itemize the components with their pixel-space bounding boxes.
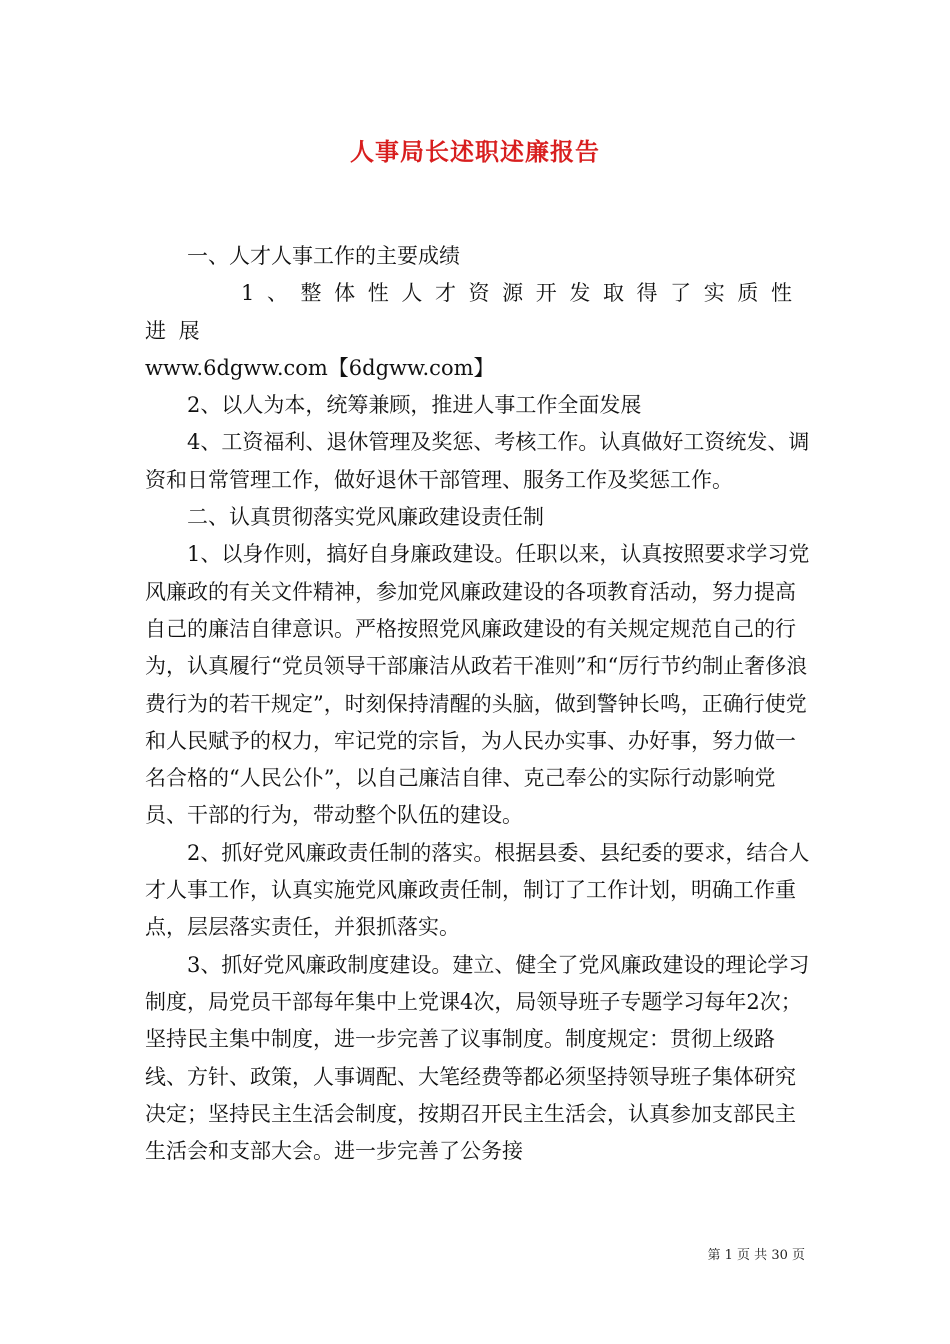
page-footer: 第 1 页 共 30 页: [707, 1248, 805, 1263]
paragraph-section2-item-1: 1、以身作则，搞好自身廉政建设。任职以来，认真按照要求学习党风廉政的有关文件精神，参加党风廉政建设的各项教育活动，努力提高自己的廉洁自律意识。严格按照党风廉政建设的有关规定规范自己的行为，认真履行“党员领导干部廉洁从政若干准则”和“厉行节约制止奢侈浪费行为的若干规定”，时刻保持清醒的头脑，做到警钟长鸣，正确行使党和人民赋予的权力，牢记党的宗旨，为人民办实事、办好事，努力做一名合格的“人民公仆”，以自己廉洁自律、克己奉公的实际行动影响党员、干部的行为，带动整个队伍的建设。: [145, 542, 810, 828]
paragraph-url: www.6dgww.com【6dgww.com】: [145, 355, 495, 380]
section-heading-1: 一、人才人事工作的主要成绩: [187, 244, 460, 268]
section-heading-2: 二、认真贯彻落实党风廉政建设责任制: [187, 505, 544, 530]
paragraph-section2-item-3: 3、抓好党风廉政制度建设。建立、健全了党风廉政建设的理论学习制度，局党员干部每年集中上党课4次，局领导班子专题学习每年2次；坚持民主集中制度，进一步完善了议事制度。制度规定：贯彻上级路线、方针、政策，人事调配、大笔经费等都必须坚持领导班子集体研究决定；坚持民主生活会制度，按期召开民主生活会，认真参加支部民主生活会和支部大会。进一步完善了公务接: [145, 952, 810, 1164]
paragraph-item-1: 1、整体性人才资源开发取得了实质性进展: [145, 281, 805, 343]
paragraph-section2-item-2: 2、抓好党风廉政责任制的落实。根据县委、县纪委的要求，结合人才人事工作，认真实施党风廉政责任制，制订了工作计划，明确工作重点，层层落实责任，并狠抓落实。: [145, 840, 810, 940]
document-title: 人事局长述职述廉报告: [350, 137, 600, 166]
paragraph-item-4: 4、工资福利、退休管理及奖惩、考核工作。认真做好工资统发、调资和日常管理工作，做好退休干部管理、服务工作及奖惩工作。: [145, 430, 810, 492]
paragraph-item-2: 2、以人为本，统筹兼顾，推进人事工作全面发展: [187, 393, 642, 418]
document-body: [145, 238, 815, 1170]
